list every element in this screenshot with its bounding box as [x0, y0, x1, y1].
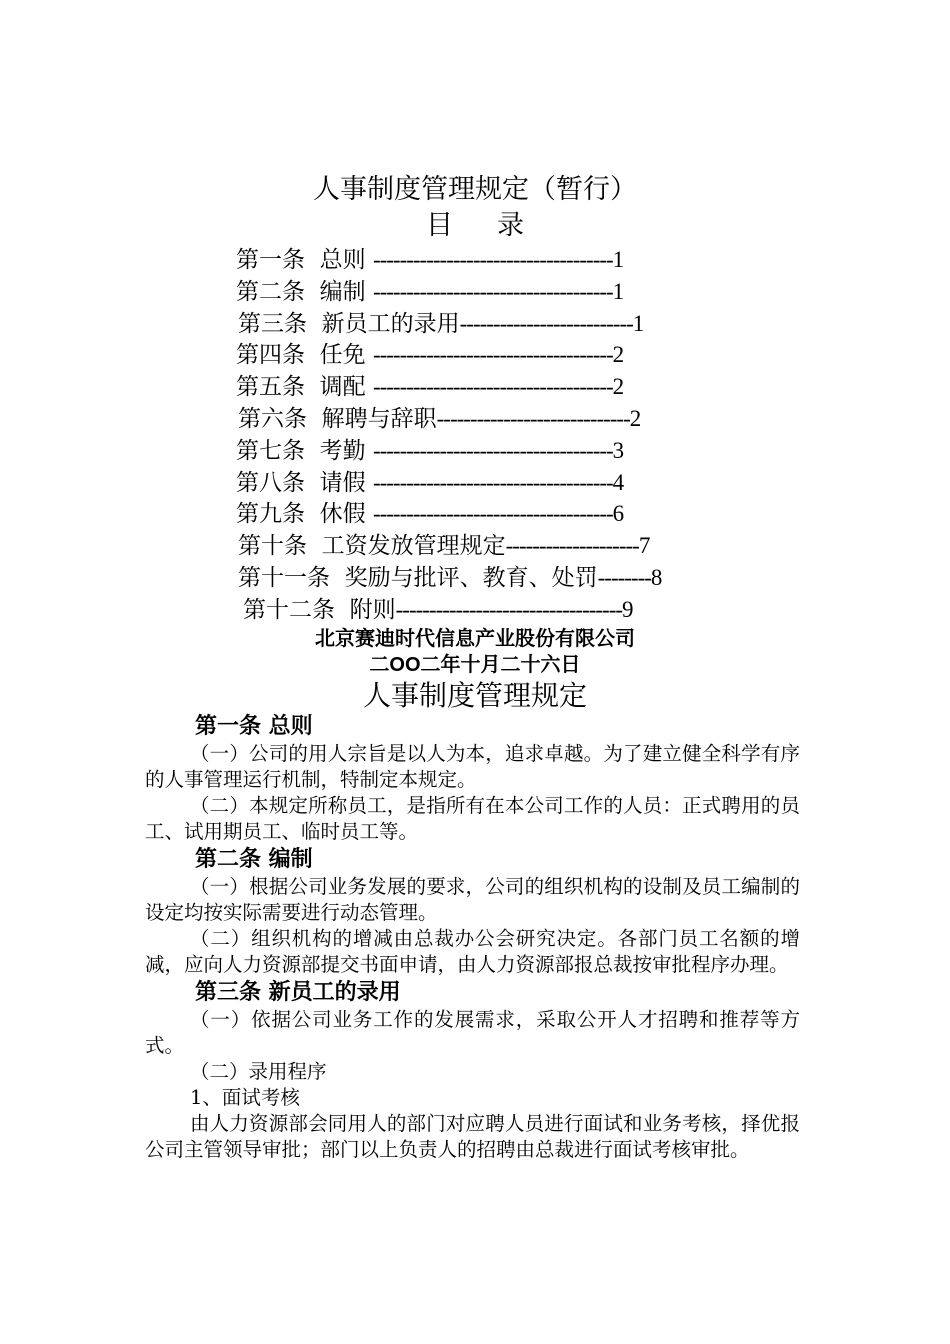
toc-entry-page: 6: [612, 501, 625, 527]
toc-entry: [238, 308, 644, 340]
toc-entry-label: 第十二条 附则: [243, 596, 396, 623]
document-title: 人事制度管理规定（暂行）: [313, 174, 637, 205]
toc-entry-page: 4: [612, 469, 625, 495]
toc-entry-leader: ------------------------------------: [372, 247, 613, 272]
section-paragraph: （二）本规定所称员工，是指所有在本公司工作的人员：正式聘用的员工、试用期员工、临时员工等。: [145, 794, 800, 843]
toc-entry-page: 1: [612, 278, 625, 304]
section-heading: 第二条 编制: [195, 846, 313, 872]
toc-entry: [243, 594, 634, 626]
toc-entry-label: 第五条 调配: [236, 374, 373, 401]
toc-heading-right: 录: [497, 210, 524, 241]
toc-entry: [238, 530, 650, 562]
section-heading: 第三条 新员工的录用: [195, 979, 401, 1005]
section-paragraph: （一）公司的用人宗旨是以人为本，追求卓越。为了建立健全科学有序的人事管理运行机制，特制定本规定。: [145, 742, 800, 791]
section-paragraph: （二）录用程序: [190, 1060, 327, 1083]
section-paragraph: （二）组织机构的增减由总裁办公会研究决定。各部门员工名额的增减，应向人力资源部提交书面申请，由人力资源部报总裁按审批程序办理。: [145, 927, 800, 976]
toc-entry: [238, 403, 641, 435]
toc-entry-label: 第四条 任免: [236, 342, 373, 369]
toc-entry-leader: --------------------: [505, 533, 639, 559]
toc-entry-label: 第三条 新员工的录用: [238, 310, 460, 337]
toc-entry-label: 第八条 请假: [236, 469, 373, 496]
toc-heading: [0, 210, 950, 242]
toc-entry-leader: ------------------------------------: [372, 469, 613, 495]
toc-entry-page: 1: [612, 247, 625, 272]
toc-entry-leader: ------------------------------------: [372, 374, 613, 400]
toc-entry-leader: ------------------------------------: [372, 342, 613, 368]
toc-entry-leader: ------------------------------------: [372, 278, 613, 304]
section-paragraph: 由人力资源部会同用人的部门对应聘人员进行面试和业务考核，择优报公司主管领导审批；部门以上负责人的招聘由总裁进行面试考核审批。: [145, 1112, 800, 1161]
toc-entry: [236, 467, 624, 499]
toc-entry-label: 第一条 总则: [236, 247, 373, 273]
toc-entry-label: 第九条 休假: [236, 501, 373, 528]
toc-entry: [236, 244, 624, 276]
toc-entry-leader: ------------------------------------: [372, 501, 613, 527]
toc-entry: [236, 435, 624, 467]
toc-entry-page: 7: [638, 533, 651, 559]
toc-entry-page: 8: [650, 565, 663, 590]
toc-entry-page: 2: [612, 374, 625, 400]
toc-entry-page: 2: [612, 342, 625, 368]
document-body: [145, 712, 800, 1163]
section-paragraph: （一）依据公司业务工作的发展需求，采取公开人才招聘和推荐等方式。: [145, 1008, 800, 1057]
toc-entry-leader: -----------------------------: [436, 406, 630, 431]
toc-entry-label: 第十条 工资发放管理规定: [238, 533, 506, 560]
toc-entry-leader: --------: [597, 565, 651, 590]
toc-entry-leader: --------------------------: [459, 310, 633, 336]
toc-entry-page: 2: [629, 406, 642, 431]
toc-entry-leader: ----------------------------------: [395, 596, 623, 622]
toc-entry-label: 第二条 编制: [236, 278, 373, 305]
toc-entry: [238, 562, 662, 594]
toc-entry: [236, 498, 624, 530]
toc-entry-page: 3: [612, 437, 625, 463]
toc-entry-page: 9: [622, 596, 634, 622]
section-paragraph: 1、面试考核: [190, 1086, 300, 1109]
toc-heading-left: 目: [426, 210, 453, 241]
company-name: 北京赛迪时代信息产业股份有限公司: [315, 628, 635, 650]
toc-entry-page: 1: [632, 310, 645, 336]
section-paragraph: （一）根据公司业务发展的要求，公司的组织机构的设制及员工编制的设定均按实际需要进行动态管理。: [145, 875, 800, 924]
toc-entry: [236, 339, 624, 371]
document-date: 二OO二年十月二十六日: [369, 654, 581, 676]
toc-entry-label: 第六条 解聘与辞职: [238, 406, 437, 432]
body-title: 人事制度管理规定: [362, 679, 587, 712]
toc-entry-label: 第七条 考勤: [236, 437, 373, 464]
toc-entry: [236, 371, 624, 403]
section-heading: 第一条 总则: [195, 713, 313, 739]
toc-entry-leader: ------------------------------------: [372, 437, 613, 463]
toc-entry-label: 第十一条 奖励与批评、教育、处罚: [238, 565, 598, 591]
toc-entry: [236, 276, 624, 308]
